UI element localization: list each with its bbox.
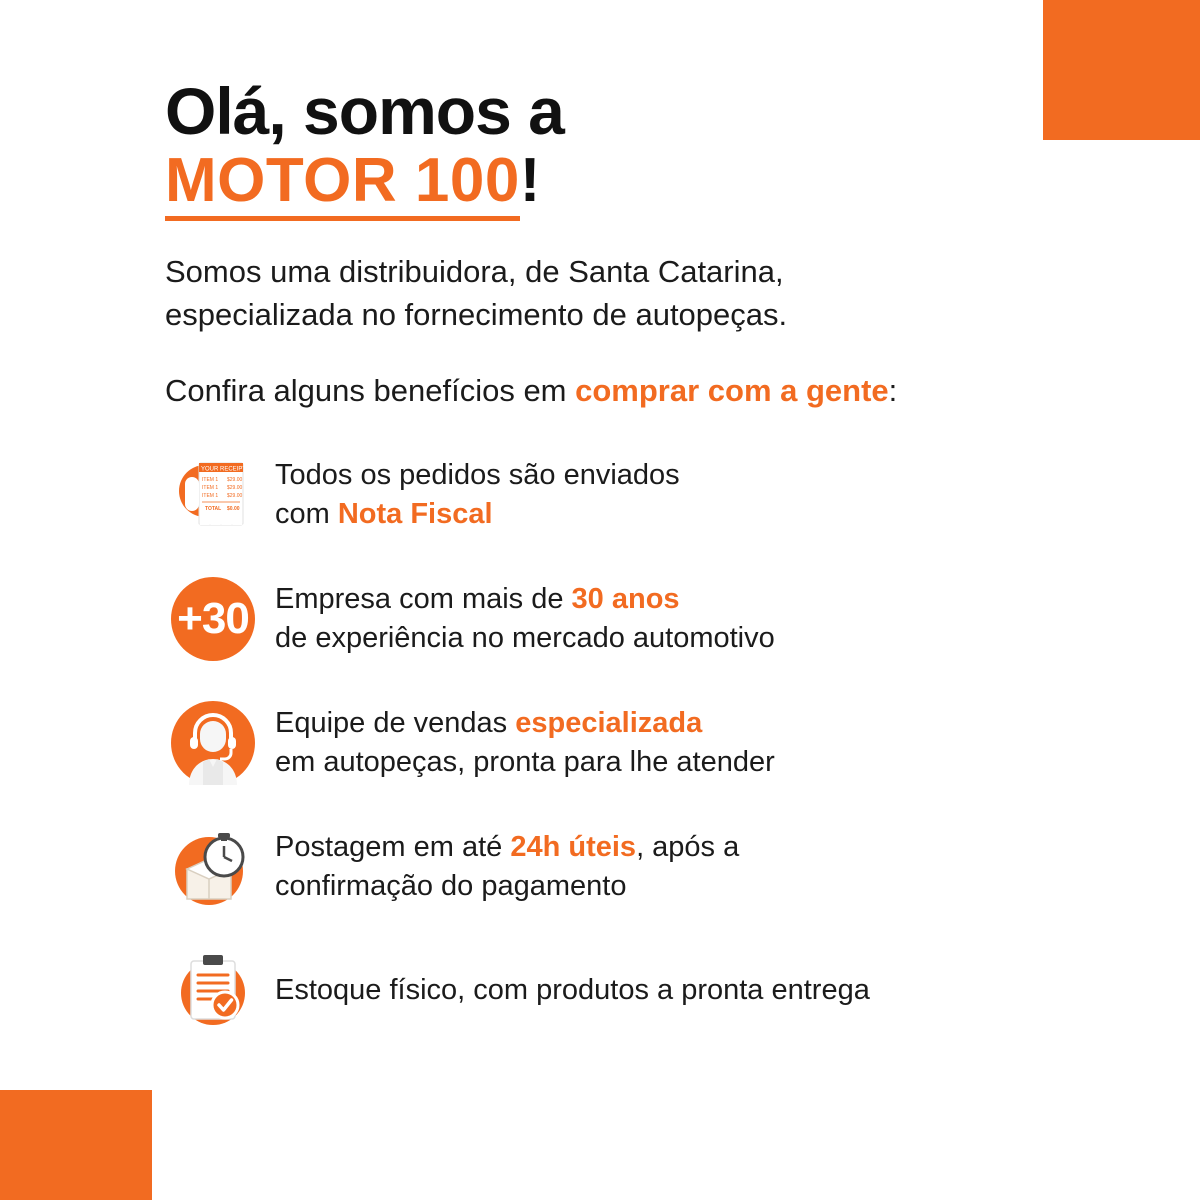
intro-line-2: especializada no fornecimento de autopeças. [165, 296, 788, 332]
headset-agent-icon [165, 695, 261, 791]
list-item-text [275, 580, 775, 658]
benefit-3-line-1-prefix: Equipe de vendas [275, 706, 516, 739]
svg-text:YOUR RECEIPT: YOUR RECEIPT [201, 466, 247, 473]
page-title: Olá, somos a [165, 74, 564, 148]
content-area [165, 74, 1125, 1067]
benefit-2-line-1 [275, 580, 775, 619]
benefit-5-line-1: Estoque físico, com produtos a pronta entrega [275, 974, 870, 1007]
brand-title-row [165, 146, 1125, 221]
benefit-4-line-1-suffix: , após a [636, 830, 740, 863]
package-stopwatch-icon [165, 819, 261, 915]
plus-30-badge-icon [165, 571, 261, 667]
svg-text:ITEM 1: ITEM 1 [202, 492, 219, 499]
benefit-4-line-2: confirmação do pagamento [275, 869, 627, 902]
svg-text:$0.00: $0.00 [227, 505, 240, 512]
intro-paragraph [165, 251, 1125, 337]
benefit-4-line-1 [275, 828, 739, 867]
list-item [165, 943, 1125, 1039]
benefit-1-line-2-prefix: com [275, 497, 338, 530]
list-item-text [275, 971, 870, 1010]
intro-line-1: Somos uma distribuidora, de Santa Catarina, [165, 254, 784, 289]
receipt-icon [165, 447, 261, 543]
list-item-text [275, 456, 680, 534]
clipboard-check-icon [165, 943, 261, 1039]
svg-text:$29.00: $29.00 [227, 492, 243, 499]
svg-text:$29.00: $29.00 [227, 476, 243, 483]
decorative-corner-bottom-left [0, 1090, 152, 1200]
benefits-lead [165, 371, 1125, 411]
brand-name: MOTOR 100 [165, 150, 520, 221]
benefits-lead-prefix: Confira alguns benefícios em [165, 372, 576, 408]
benefit-2-highlight: 30 anos [571, 582, 680, 615]
benefit-2-line-2: de experiência no mercado automotivo [275, 621, 775, 654]
list-item [165, 447, 1125, 543]
benefit-4-highlight: 24h úteis [510, 830, 637, 863]
benefits-lead-suffix: : [888, 372, 898, 408]
benefits-list [165, 447, 1125, 1039]
benefit-1-line-2 [275, 495, 680, 534]
benefit-1-highlight: Nota Fiscal [337, 497, 493, 530]
benefit-3-line-2: em autopeças, pronta para lhe atender [275, 745, 775, 778]
list-item [165, 571, 1125, 667]
benefit-2-line-1-prefix: Empresa com mais de [275, 582, 572, 615]
svg-text:ITEM 1: ITEM 1 [202, 484, 219, 491]
benefit-1-line-1: Todos os pedidos são enviados [275, 458, 680, 491]
benefit-3-highlight: especializada [515, 706, 703, 739]
benefit-4-line-1-prefix: Postagem em até [275, 830, 511, 863]
brand-exclamation: ! [519, 146, 541, 215]
svg-text:$29.00: $29.00 [227, 484, 243, 491]
list-item-text [275, 704, 775, 782]
benefit-3-line-1 [275, 704, 775, 743]
list-item [165, 695, 1125, 791]
list-item-text [275, 828, 739, 906]
list-item [165, 819, 1125, 915]
svg-text:TOTAL: TOTAL [205, 505, 222, 512]
benefits-lead-highlight: comprar com a gente [575, 372, 889, 408]
years-badge-label: +30 [177, 593, 249, 643]
svg-text:ITEM 1: ITEM 1 [202, 476, 219, 483]
